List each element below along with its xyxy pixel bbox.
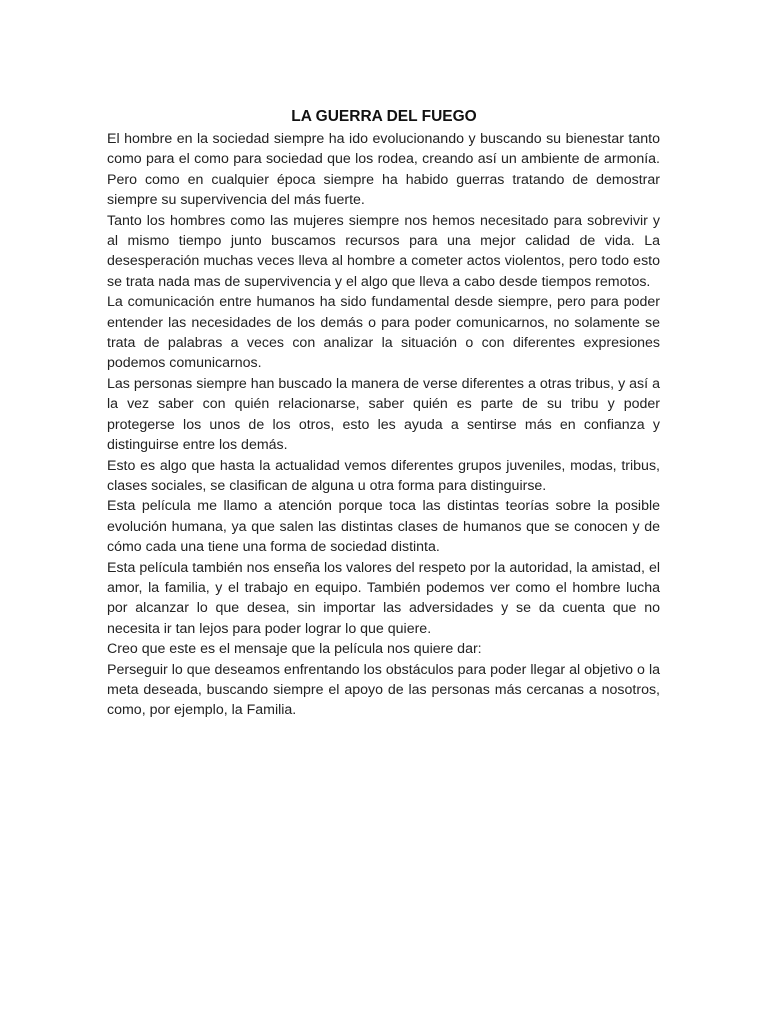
document-body	[107, 129, 660, 721]
paragraph-5: Esto es algo que hasta la actualidad vemos diferentes grupos juveniles, modas, tribus, clases sociales, se clasifican de alguna u otra forma para distinguirse.	[107, 457, 660, 494]
paragraph-1: El hombre en la sociedad siempre ha ido evolucionando y buscando su bienestar tanto como para el como para sociedad que los rodea, creando así un ambiente de armonía. Pero como en cualquier época siempre ha habido guerras tratando de demostrar siempre su supervivencia del más fuerte.	[107, 131, 660, 209]
paragraph-4: Las personas siempre han buscado la manera de verse diferentes a otras tribus, y así a la vez saber con quién relacionarse, saber quién es parte de su tribu y poder protegerse los unos de los otros, esto les ayuda a sentirse más en confianza y distinguirse entre los demás.	[107, 375, 660, 454]
paragraph-8: Creo que este es el mensaje que la película nos quiere dar:	[107, 641, 482, 658]
paragraph-7: Esta película también nos enseña los valores del respeto por la autoridad, la amistad, el amor, la familia, y el trabajo en equipo. También podemos ver como el hombre lucha por alcanzar lo que desea, sin importar las adversidades y se da cuenta que no necesita ir tan lejos para poder lograr lo que quiere.	[107, 559, 660, 637]
document-title: LA GUERRA DEL FUEGO	[291, 108, 477, 125]
paragraph-3: La comunicación entre humanos ha sido fundamental desde siempre, pero para poder entender las necesidades de los demás o para poder comunicarnos, no solamente se trata de palabras a veces con analizar la situación o con diferentes expresiones podemos comunicarnos.	[107, 294, 660, 372]
paragraph-9: Perseguir lo que deseamos enfrentando los obstáculos para poder llegar al objetivo o la meta deseada, buscando siempre el apoyo de las personas más cercanas a nosotros, como, por ejemplo, la Familia.	[107, 661, 660, 719]
paragraph-2: Tanto los hombres como las mujeres siempre nos hemos necesitado para sobrevivir y al mismo tiempo junto buscamos recursos para una mejor calidad de vida. La desesperación muchas veces lleva al hombre a cometer actos violentos, pero todo esto se trata nada mas de supervivencia y el algo que lleva a cabo desde tiempos remotos.	[107, 212, 660, 290]
paragraph-6: Esta película me llamo a atención porque toca las distintas teorías sobre la posible evolución humana, ya que salen las distintas clases de humanos que se conocen y de cómo cada una tiene una forma de sociedad distinta.	[107, 498, 660, 556]
